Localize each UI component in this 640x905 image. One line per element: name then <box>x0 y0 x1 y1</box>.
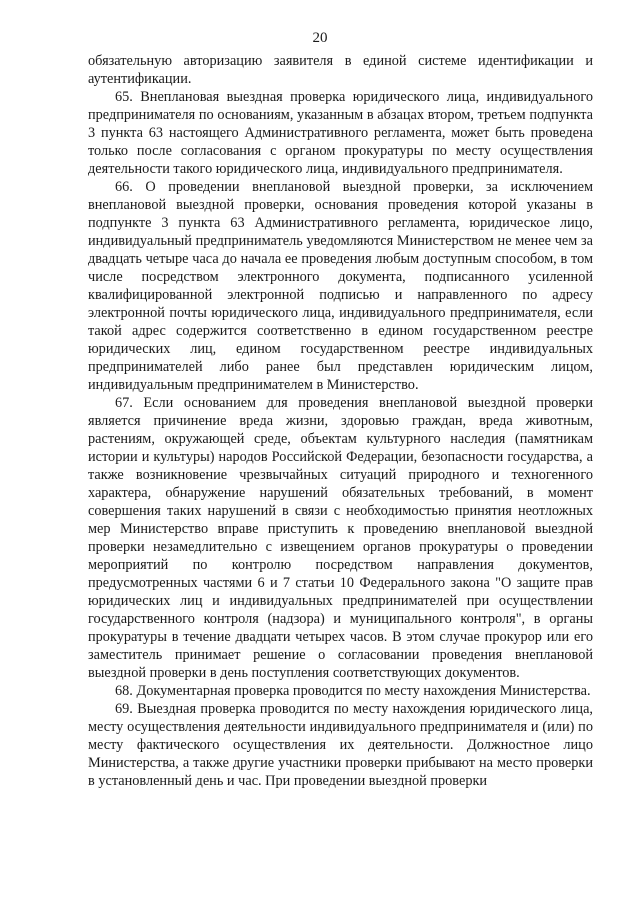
paragraph-67: 67. Если основанием для проведения внеплановой выездной проверки является причинение вреда жизни, здоровью граждан, вреда животным, растениям, окружающей среде, объектам культурного наследия (памятникам истории и культуры) народов Российской Федерации, безопасности государства, а также возникновение чрезвычайных ситуаций природного и техногенного характера, обнаружение нарушений обязательных требований, в момент совершения таких нарушений в связи с необходимостью принятия неотложных мер Министерство вправе приступить к проведению внеплановой выездной проверки незамедлительно с извещением органов прокуратуры о проведении мероприятий по контролю посредством направления документов, предусмотренных частями 6 и 7 статьи 10 Федерального закона "О защите прав юридических лиц и индивидуальных предпринимателей при осуществлении государственного контроля (надзора) и муниципального контроля", в органы прокуратуры в течение двадцати четырех часов. В этом случае прокурор или его заместитель принимает решение о согласовании проведения внеплановой выездной проверки в день поступления соответствующих документов. <box>88 395 593 681</box>
paragraph-69: 69. Выездная проверка проводится по месту нахождения юридического лица, месту осуществления деятельности индивидуального предпринимателя и (или) по месту фактического осуществления их деятельности. Должностное лицо Министерства, а также другие участники проверки прибывают на место проверки в установленный день и час. При проведении выездной проверки <box>88 701 593 789</box>
paragraph-continuation: обязательную авторизацию заявителя в единой системе идентификации и аутентификации. <box>88 53 593 87</box>
paragraph-65: 65. Внеплановая выездная проверка юридического лица, индивидуального предпринимателя по основаниям, указанным в абзацах втором, третьем подпункта 3 пункта 63 настоящего Административного регламента, может быть проведена только после согласования с органом прокуратуры по месту осуществления деятельности такого юридического лица, индивидуального предпринимателя. <box>88 89 593 177</box>
page-number: 20 <box>312 30 328 46</box>
paragraph-68: 68. Документарная проверка проводится по месту нахождения Министерства. <box>115 683 591 699</box>
document-body <box>88 52 593 790</box>
paragraph-66: 66. О проведении внеплановой выездной проверки, за исключением внеплановой выездной проверки, основания проведения которой указаны в подпункте 3 пункта 63 Административного регламента, юридическое лицо, индивидуальный предприниматель уведомляются Министерством не менее чем за двадцать четыре часа до начала ее проведения любым доступным способом, в том числе посредством электронного документа, подписанного усиленной квалифицированной электронной подписью и направленного по адресу электронной почты юридического лица, индивидуального предпринимателя, если такой адрес содержится соответственно в едином государственном реестре юридических лиц, едином государственном реестре индивидуальных предпринимателей либо ранее был представлен юридическим лицом, индивидуальным предпринимателем в Министерство. <box>88 179 593 393</box>
